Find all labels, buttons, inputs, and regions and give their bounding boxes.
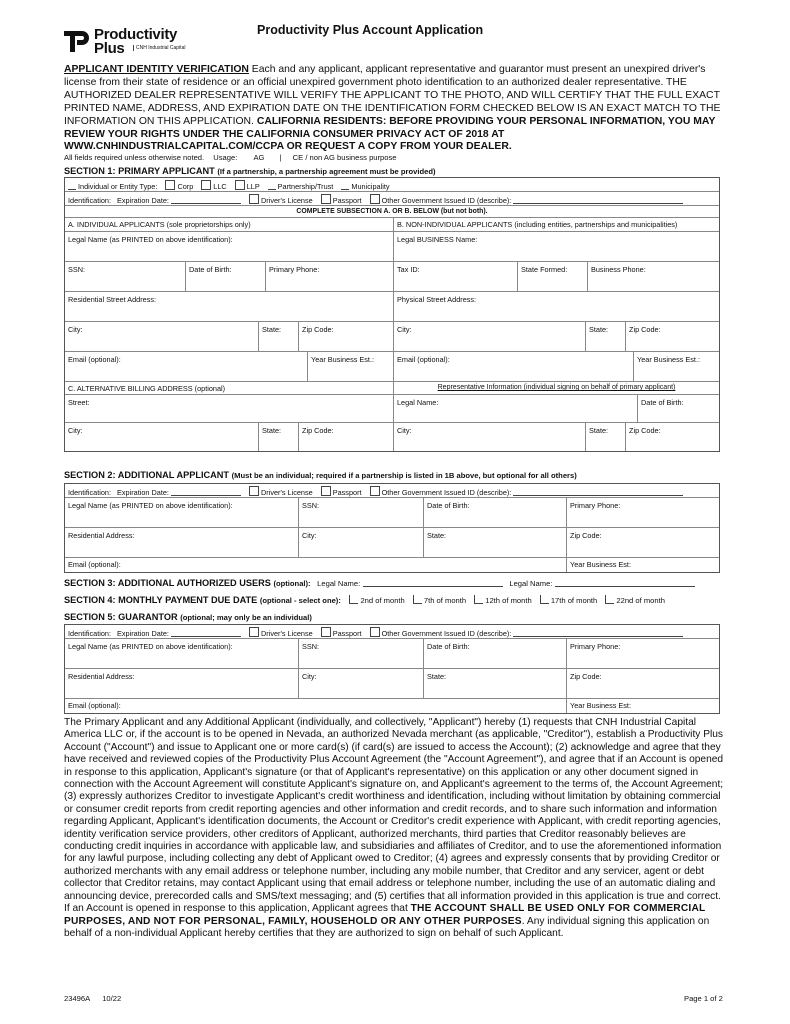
s2-passport-checkbox[interactable]: [321, 486, 331, 496]
form-number: [64, 994, 121, 1003]
usage-label: Usage:: [213, 153, 238, 162]
agreement-certification-text: . Any individual signing this application on behalf of a non-individual Applicant hereby certifies that they are authorized to sign on behalf of such Applicant.: [64, 915, 710, 939]
rep-date-of-birth-field[interactable]: Date of Birth:: [637, 395, 719, 422]
a-state-field[interactable]: State:: [258, 322, 298, 351]
due-2nd-checkbox[interactable]: [349, 595, 358, 604]
legal-name-row: [65, 232, 719, 262]
section-4-note: (optional - select one):: [259, 596, 341, 605]
california-notice: CALIFORNIA RESIDENTS: BEFORE PROVIDING YOUR PERSONAL INFORMATION, YOU MAY REVIEW YOUR RIGHTS UNDER THE CALIFORNIA CONSUMER PRIVACY ACT OF 2018 AT WWW.CNHINDUSTRIALCAPITAL.COM/CCPA OR REQUEST A COPY FROM YOUR DEALER.: [64, 115, 716, 153]
s2-identification-row: [65, 484, 719, 498]
required-note: All fields required unless otherwise noted.: [64, 153, 205, 162]
section-5-title: SECTION 5: GUARANTOR: [64, 612, 178, 622]
b-tax-id-field[interactable]: Tax ID:: [393, 262, 517, 291]
section-5-note: (optional; may only be an individual): [180, 613, 312, 622]
subsection-ab-titles-row: [65, 218, 719, 232]
b-email-field[interactable]: Email (optional):: [393, 352, 633, 381]
a-zip-field[interactable]: Zip Code:: [298, 322, 393, 351]
street-legal-name-row: [65, 395, 719, 423]
s2-passport-label: Passport: [332, 488, 362, 497]
s5-city-field[interactable]: City:: [298, 669, 423, 698]
s5-year-business-est-field[interactable]: Year Business Est:: [566, 699, 719, 713]
s2-email-row: [65, 558, 719, 572]
llp-checkbox[interactable]: [235, 180, 245, 190]
s5-passport-label: Passport: [332, 629, 362, 638]
rep-legal-name-field[interactable]: Legal Name:: [393, 395, 637, 422]
municipality-label: Municipality: [351, 182, 390, 191]
agreement-paragraph: [64, 717, 726, 940]
llp-label: LLP: [246, 182, 260, 191]
s3-legal-name-field-2[interactable]: [555, 586, 695, 587]
due-7th-label: 7th of month: [423, 596, 467, 605]
section-3-note: (optional):: [273, 579, 311, 588]
agreement-text: The Primary Applicant and any Additional Applicant (individually, and collectively, "Applicant") hereby (1) requests that CNH Industrial Capital America LLC or, if the account is to be opened in Nevada, an authorized Nevada merchant (as applicable, "Creditor"), establish a Productivity Plus Account ("Account") and issue to Applicant one or more card(s) (if card(s) are issued to access the Account); (2) acknowledge and agree that they have received and reviewed copies of the Productivity Plus Account Agreement (the "Account Agreement"), and agree that if an Account is opened in response to this application, Applicant's signature (or that of Applicant's representative) on this application or any other document signed in connection with the Account Agreement will constitute Applicant's signature on, and Applicant's agreement to the terms of, the Account Agreement; (3) expressly authorizes Creditor to investigate Applicant's credit worthiness and identification, including without limitation by obtaining commercial or consumer credit reports from credit reporting agencies and other information and credit records, and to share such information and information regarding Applicant, Applicant's identification documents, the Account or Creditor's credit experience with Applicant, with credit reporting agencies, identity verification service providers, other creditors of Applicant, authorized merchants, third parties that Creditor reasonably believes are conducting credit inquiries in accordance with applicable law, and subsidiaries and affiliates of Creditor, and to use the aforementioned information for any lawful purpose, including collecting any debt of Applicant owed to Creditor; (4) agrees and expressly consents that by providing Creditor or authorized merchants with any email address or telephone number, including any mobile number, that Creditor and any servicer, agent or debt collector that Creditor retains, may contact Applicant using that email address or telephone number, including the use of an automatic dialing and announcing device, prerecorded calls and SMS/text messaging; and (5) certifies that all information provided in this application is true and correct. If an Account is opened in response to this application, Applicant agrees that: [64, 717, 724, 915]
s1-expiration-date-field[interactable]: [171, 203, 241, 204]
b-physical-street-field[interactable]: Physical Street Address:: [393, 292, 719, 321]
section-2-heading: [64, 470, 577, 480]
page-number: Page 1 of 2: [684, 994, 723, 1003]
b-city-field[interactable]: City:: [393, 322, 585, 351]
s2-drivers-license-label: Driver's License: [261, 488, 313, 497]
usage-ce-option[interactable]: CE / non AG business purpose: [292, 153, 397, 162]
partnership-trust-checkbox[interactable]: [268, 189, 276, 190]
identification-label: Identification:: [68, 196, 111, 205]
c-city-field[interactable]: City:: [68, 426, 83, 435]
s5-residential-address-field[interactable]: Residential Address:: [68, 672, 135, 681]
llc-label: LLC: [213, 182, 227, 191]
billing-rep-titles-row: [65, 382, 719, 395]
b-state-formed-field[interactable]: State Formed:: [517, 262, 587, 291]
s2-identification-label: Identification:: [68, 488, 111, 497]
section-5-form: [64, 624, 720, 714]
b-year-business-est-field[interactable]: Year Business Est.:: [633, 352, 719, 381]
a-primary-phone-field[interactable]: Primary Phone:: [265, 262, 393, 291]
s2-name-row: [65, 498, 719, 528]
subsection-c-title: C. ALTERNATIVE BILLING ADDRESS (optional): [68, 384, 226, 393]
b-zip-field[interactable]: Zip Code:: [625, 322, 719, 351]
s2-zip-field[interactable]: Zip Code:: [566, 528, 719, 557]
section-3-title: SECTION 3: ADDITIONAL AUTHORIZED USERS: [64, 578, 271, 588]
s5-email-row: [65, 699, 719, 713]
s2-other-id-label: Other Government Issued ID (describe):: [381, 488, 512, 497]
llc-checkbox[interactable]: [201, 180, 211, 190]
s5-address-row: [65, 669, 719, 699]
section-1-form: [64, 177, 720, 452]
section-1-title: SECTION 1: PRIMARY APPLICANT: [64, 166, 215, 176]
s5-expiration-date-label: Expiration Date:: [117, 629, 169, 638]
section-4-row: [64, 595, 665, 605]
s5-drivers-license-label: Driver's License: [261, 629, 313, 638]
b-legal-business-name-field[interactable]: Legal BUSINESS Name:: [393, 232, 719, 261]
due-17th-label: 17th of month: [550, 596, 598, 605]
s2-ssn-field[interactable]: SSN:: [298, 498, 423, 527]
s2-drivers-license-checkbox[interactable]: [249, 486, 259, 496]
logo-wordmark-top: Productivity: [94, 26, 178, 43]
section-2-title: SECTION 2: ADDITIONAL APPLICANT: [64, 470, 230, 480]
due-2nd-label: 2nd of month: [360, 596, 405, 605]
c-street-field[interactable]: Street:: [68, 398, 90, 407]
s2-legal-name-field[interactable]: Legal Name (as PRINTED on above identification):: [68, 501, 233, 510]
logo-wordmark-bottom: Plus: [94, 40, 125, 57]
due-12th-label: 12th of month: [485, 596, 532, 605]
s3-legal-name-label-2: Legal Name:: [509, 579, 553, 588]
s5-zip-field[interactable]: Zip Code:: [566, 669, 719, 698]
b-state-field[interactable]: State:: [585, 322, 625, 351]
s5-drivers-license-checkbox[interactable]: [249, 627, 259, 637]
logo-subtitle: CNH Industrial Capital: [133, 45, 185, 51]
c-state-field[interactable]: State:: [258, 423, 298, 451]
notice-text: Each and any applicant, applicant representative and guarantor must present an unexpired driver's license from their state of residence or an official unexpired government photo identification to an authorized dealer representative. THE AUTHORIZED DEALER REPRESENTATIVE WILL VERIFY THE APPLICANT TO THE PHOTO, AND WILL CERTIFY THAT THE FULL EXACT PRINTED NAME, ADDRESS, AND EXPIRATION DATE ON THE IDENTIFICATION FORM CHECKED BELOW IS AN EXACT MATCH TO THE INFORMATION ON THIS APPLICATION.: [64, 64, 721, 127]
b-business-phone-field[interactable]: Business Phone:: [587, 262, 719, 291]
section-2-note: (Must be an individual; required if a partnership is listed in 1B above, but optional for all others): [231, 471, 577, 480]
individual-checkbox[interactable]: [68, 189, 76, 190]
section-4-title: SECTION 4: MONTHLY PAYMENT DUE DATE: [64, 595, 258, 605]
s1-other-id-field[interactable]: [513, 203, 683, 204]
rep-state-field[interactable]: State:: [585, 423, 625, 451]
s5-passport-checkbox[interactable]: [321, 627, 331, 637]
due-22nd-checkbox[interactable]: [605, 595, 614, 604]
section-3-row: [64, 578, 695, 588]
notice-heading: APPLICANT IDENTITY VERIFICATION: [64, 64, 249, 75]
a-date-of-birth-field[interactable]: Date of Birth:: [185, 262, 265, 291]
s2-other-id-checkbox[interactable]: [370, 486, 380, 496]
entity-type-row: [65, 178, 719, 192]
other-id-label: Other Government Issued ID (describe):: [381, 196, 512, 205]
corp-checkbox[interactable]: [165, 180, 175, 190]
section-1-note: (If a partnership, a partnership agreement must be provided): [217, 167, 436, 176]
municipality-checkbox[interactable]: [341, 189, 349, 190]
email-year-row: [65, 352, 719, 382]
s5-legal-name-field[interactable]: Legal Name (as PRINTED on above identification):: [68, 642, 233, 651]
s5-primary-phone-field[interactable]: Primary Phone:: [566, 639, 719, 668]
s2-email-field[interactable]: Email (optional):: [68, 560, 121, 569]
usage-separator: |: [279, 153, 282, 162]
s5-other-id-field[interactable]: [513, 636, 683, 637]
complete-subsection-row: [65, 206, 719, 218]
s2-year-business-est-field[interactable]: Year Business Est:: [566, 558, 719, 572]
s2-primary-phone-field[interactable]: Primary Phone:: [566, 498, 719, 527]
productivity-plus-logo: [64, 26, 204, 56]
section-5-heading: [64, 612, 312, 622]
s2-expiration-date-field[interactable]: [171, 495, 241, 496]
commercial-purposes-clause: THE ACCOUNT SHALL BE USED ONLY FOR COMMERCIAL PURPOSES, AND NOT FOR PERSONAL, FAMILY, HOUSEHOLD OR ANY OTHER PURPOSES: [64, 903, 706, 927]
ssn-taxid-row: [65, 262, 719, 292]
due-17th-checkbox[interactable]: [540, 595, 549, 604]
representative-info-title: Representative Information (individual signing on behalf of primary applicant): [393, 382, 719, 394]
a-ssn-field[interactable]: SSN:: [68, 265, 86, 274]
s3-legal-name-label-1: Legal Name:: [317, 579, 361, 588]
s2-city-field[interactable]: City:: [298, 528, 423, 557]
s2-state-field[interactable]: State:: [423, 528, 566, 557]
s2-other-id-field[interactable]: [513, 495, 683, 496]
s5-ssn-field[interactable]: SSN:: [298, 639, 423, 668]
complete-subsection-note: COMPLETE SUBSECTION A. OR B. BELOW (but not both).: [296, 208, 488, 215]
s2-expiration-date-label: Expiration Date:: [117, 488, 169, 497]
s5-name-row: [65, 639, 719, 669]
s1-drivers-license-checkbox[interactable]: [249, 194, 259, 204]
identity-verification-notice: [64, 64, 724, 154]
s5-other-id-checkbox[interactable]: [370, 627, 380, 637]
document-title: Productivity Plus Account Application: [257, 23, 484, 37]
form-number-code: 23496A: [64, 994, 91, 1003]
s5-state-field[interactable]: State:: [423, 669, 566, 698]
street-address-row: [65, 292, 719, 322]
a-legal-name-field[interactable]: Legal Name (as PRINTED on above identification):: [68, 235, 233, 244]
s2-residential-address-field[interactable]: Residential Address:: [68, 531, 135, 540]
subsection-b-title: B. NON-INDIVIDUAL APPLICANTS (including entities, partnerships and municipalities): [393, 218, 719, 231]
section-2-form: [64, 483, 720, 573]
due-22nd-label: 22nd of month: [616, 596, 665, 605]
a-year-business-est-field[interactable]: Year Business Est.:: [307, 352, 393, 381]
c-zip-field[interactable]: Zip Code:: [298, 423, 393, 451]
s5-identification-label: Identification:: [68, 629, 111, 638]
drivers-license-label: Driver's License: [261, 196, 313, 205]
s5-other-id-label: Other Government Issued ID (describe):: [381, 629, 512, 638]
s1-passport-checkbox[interactable]: [321, 194, 331, 204]
form-revision-date: 10/22: [102, 994, 122, 1003]
usage-line: [64, 153, 397, 162]
city-state-zip-row: [65, 322, 719, 352]
s5-email-field[interactable]: Email (optional):: [68, 701, 121, 710]
usage-ag-option[interactable]: AG: [253, 153, 265, 162]
subsection-a-title: A. INDIVIDUAL APPLICANTS (sole proprietorships only): [68, 220, 251, 229]
s2-address-row: [65, 528, 719, 558]
a-residential-street-field[interactable]: Residential Street Address:: [68, 295, 157, 304]
due-7th-checkbox[interactable]: [413, 595, 422, 604]
s2-date-of-birth-field[interactable]: Date of Birth:: [423, 498, 566, 527]
billing-city-row: [65, 423, 719, 451]
s5-date-of-birth-field[interactable]: Date of Birth:: [423, 639, 566, 668]
logo-mark-icon: [64, 28, 90, 54]
s1-identification-row: [65, 192, 719, 206]
rep-zip-field[interactable]: Zip Code:: [625, 423, 719, 451]
a-city-field[interactable]: City:: [68, 325, 83, 334]
partnership-trust-label: Partnership/Trust: [277, 182, 334, 191]
entity-type-label: Individual or Entity Type:: [78, 182, 158, 191]
expiration-date-label: Expiration Date:: [117, 196, 169, 205]
a-email-field[interactable]: Email (optional):: [68, 355, 121, 364]
rep-city-field[interactable]: City:: [393, 423, 585, 451]
s1-other-id-checkbox[interactable]: [370, 194, 380, 204]
s3-legal-name-field-1[interactable]: [363, 586, 503, 587]
due-12th-checkbox[interactable]: [474, 595, 483, 604]
s5-identification-row: [65, 625, 719, 639]
section-1-heading: [64, 166, 435, 176]
corp-label: Corp: [177, 182, 194, 191]
passport-label: Passport: [332, 196, 362, 205]
s5-expiration-date-field[interactable]: [171, 636, 241, 637]
